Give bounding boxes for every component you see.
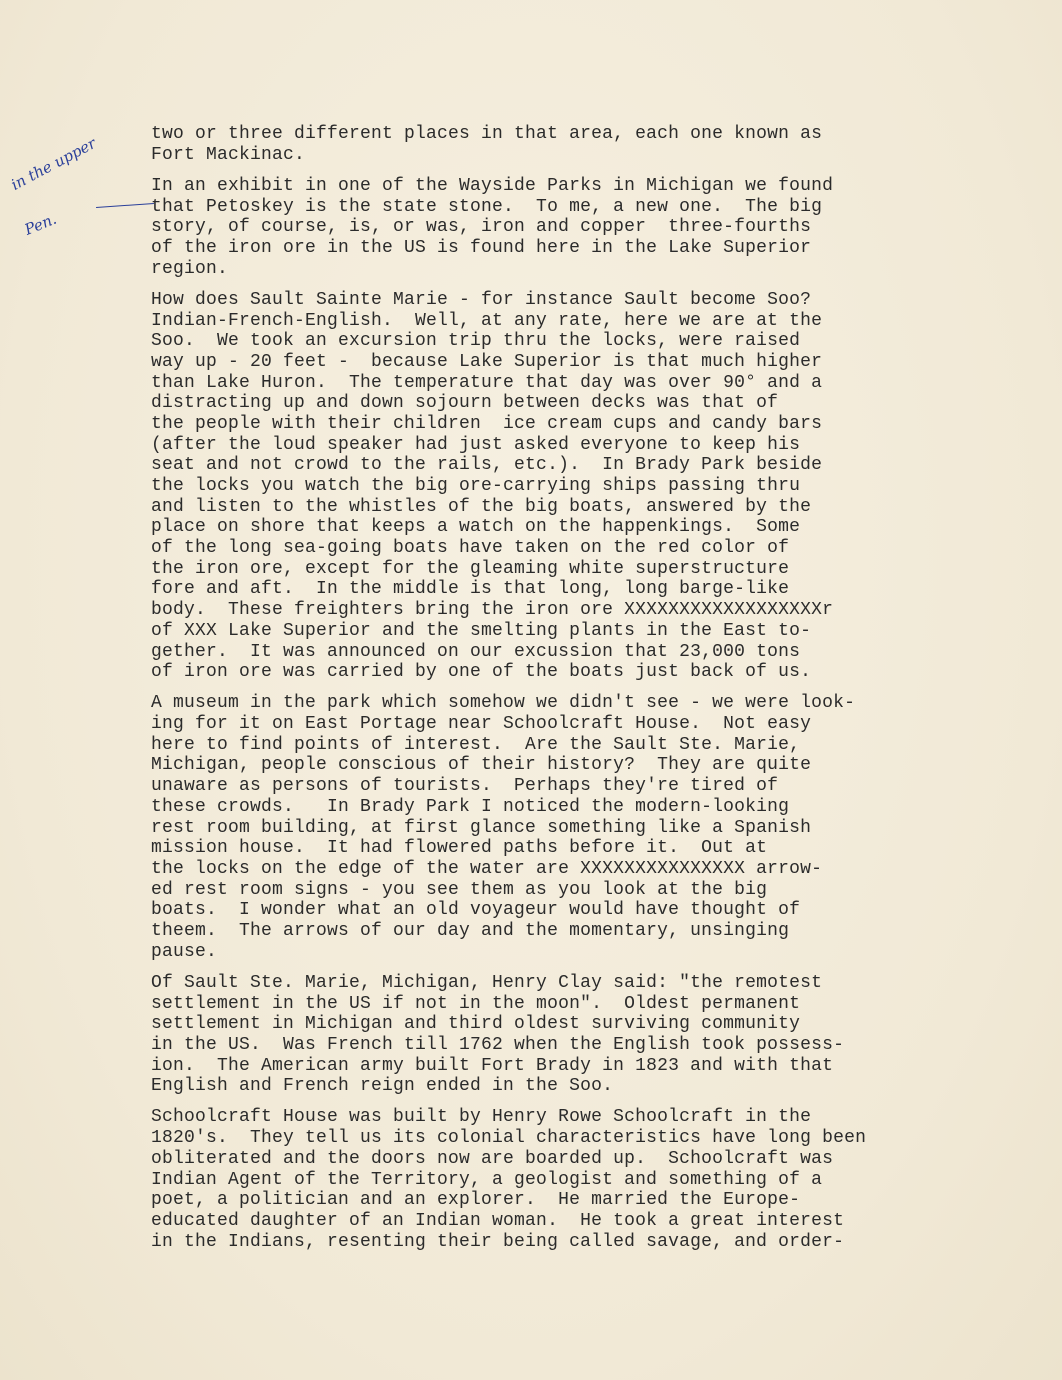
text-line: these crowds. In Brady Park I noticed the modern-looking [151,796,790,817]
text-line: body. These freighters bring the iron ore XXXXXXXXXXXXXXXXXXr [151,600,834,621]
text-line: in the Indians, resenting their being called savage, and order- [151,1231,845,1252]
text-line: distracting up and down sojourn between decks was that of [151,393,779,414]
text-line: and listen to the whistles of the big boats, answered by the [151,496,812,517]
text-line: of the long sea-going boats have taken on the red color of [151,538,790,559]
text-line: the locks you watch the big ore-carrying ships passing thru [151,476,801,496]
text-line: two or three different places in that area, each one known as [151,124,823,144]
handwritten-strike [96,203,154,208]
text-line: place on shore that keeps a watch on the happenkings. Some [151,517,801,538]
text-line: In an exhibit in one of the Wayside Parks in Michigan we found [151,175,834,196]
paragraph [151,693,1031,962]
text-line: region. [151,258,229,279]
text-line: of iron ore was carried by one of the boats just back of us. [151,662,812,683]
paragraph [151,973,1031,1097]
text-line: of the iron ore in the US is found here in the Lake Superior [151,237,812,258]
text-line: Fort Mackinac. [151,144,306,165]
text-line: gether. It was announced on our excussion that 23,000 tons [151,641,801,662]
text-line: Michigan, people conscious of their history? They are quite [151,755,812,776]
text-line: Indian-French-English. Well, at any rate, here we are at the [151,310,823,331]
text-line: 1820's. They tell us its colonial characteristics have long been [151,1128,867,1149]
text-line: story, of course, is, or was, iron and copper three-fourths [151,217,812,238]
text-line: ion. The American army built Fort Brady in 1823 and with that [151,1055,834,1076]
text-line: (after the loud speaker had just asked everyone to keep his [151,434,801,455]
text-line: that Petoskey is the state stone. To me, a new one. The big [151,196,823,217]
text-line: English and French reign ended in the Soo. [151,1076,614,1097]
text-line: Indian Agent of the Territory, a geologist and something of a [151,1169,823,1190]
text-line: rest room building, at first glance something like a Spanish [151,817,812,838]
text-line: obliterated and the doors now are boarded up. Schoolcraft was [151,1148,834,1169]
text-line: of XXX Lake Superior and the smelting plants in the East to- [151,620,812,641]
text-line: pause. [151,941,218,962]
text-line: the people with their children ice cream cups and candy bars [151,413,823,434]
text-line: fore and aft. In the middle is that long, long barge-like [151,579,790,600]
text-line: theem. The arrows of our day and the momentary, unsinging [151,920,790,941]
margin-annotation: Pen. [22,209,60,239]
text-line: here to find points of interest. Are the Sault Ste. Marie, [151,734,801,755]
text-line: in the US. Was French till 1762 when the English took possess- [151,1034,845,1055]
text-line: poet, a politician and an explorer. He married the Europe- [151,1190,801,1211]
text-line: ing for it on East Portage near Schoolcraft House. Not easy [151,714,812,735]
document-body [151,124,1031,1263]
text-line: seat and not crowd to the rails, etc.). In Brady Park beside [151,455,823,476]
paragraph [151,124,1031,165]
text-line: ed rest room signs - you see them as you look at the big [151,879,768,900]
text-line: Of Sault Ste. Marie, Michigan, Henry Clay said: "the remotest [151,972,823,993]
text-line: than Lake Huron. The temperature that day was over 90° and a [151,372,823,393]
paragraph [151,176,1031,279]
text-line: boats. I wonder what an old voyageur would have thought of [151,900,801,921]
text-line: unaware as persons of tourists. Perhaps they're tired of [151,776,779,797]
text-line: way up - 20 feet - because Lake Superior is that much higher [151,351,823,372]
text-line: the locks on the edge of the water are XXXXXXXXXXXXXXX arrow- [151,858,823,879]
paragraph [151,1107,1031,1252]
text-line: settlement in the US if not in the moon". Oldest permanent [151,993,801,1014]
text-line: settlement in Michigan and third oldest surviving community [151,1014,801,1035]
text-line: Schoolcraft House was built by Henry Rowe Schoolcraft in the [151,1107,812,1128]
paragraph [151,290,1031,683]
text-line: mission house. It had flowered paths before it. Out at [151,838,768,859]
margin-annotation: in the upper [8,134,99,194]
text-line: the iron ore, except for the gleaming white superstructure [151,558,790,579]
text-line: Soo. We took an excursion trip thru the locks, were raised [151,331,801,352]
text-line: How does Sault Sainte Marie - for instance Sault become Soo? [151,289,812,310]
text-line: educated daughter of an Indian woman. He took a great interest [151,1210,845,1231]
text-line: A museum in the park which somehow we didn't see - we were look- [151,693,856,714]
